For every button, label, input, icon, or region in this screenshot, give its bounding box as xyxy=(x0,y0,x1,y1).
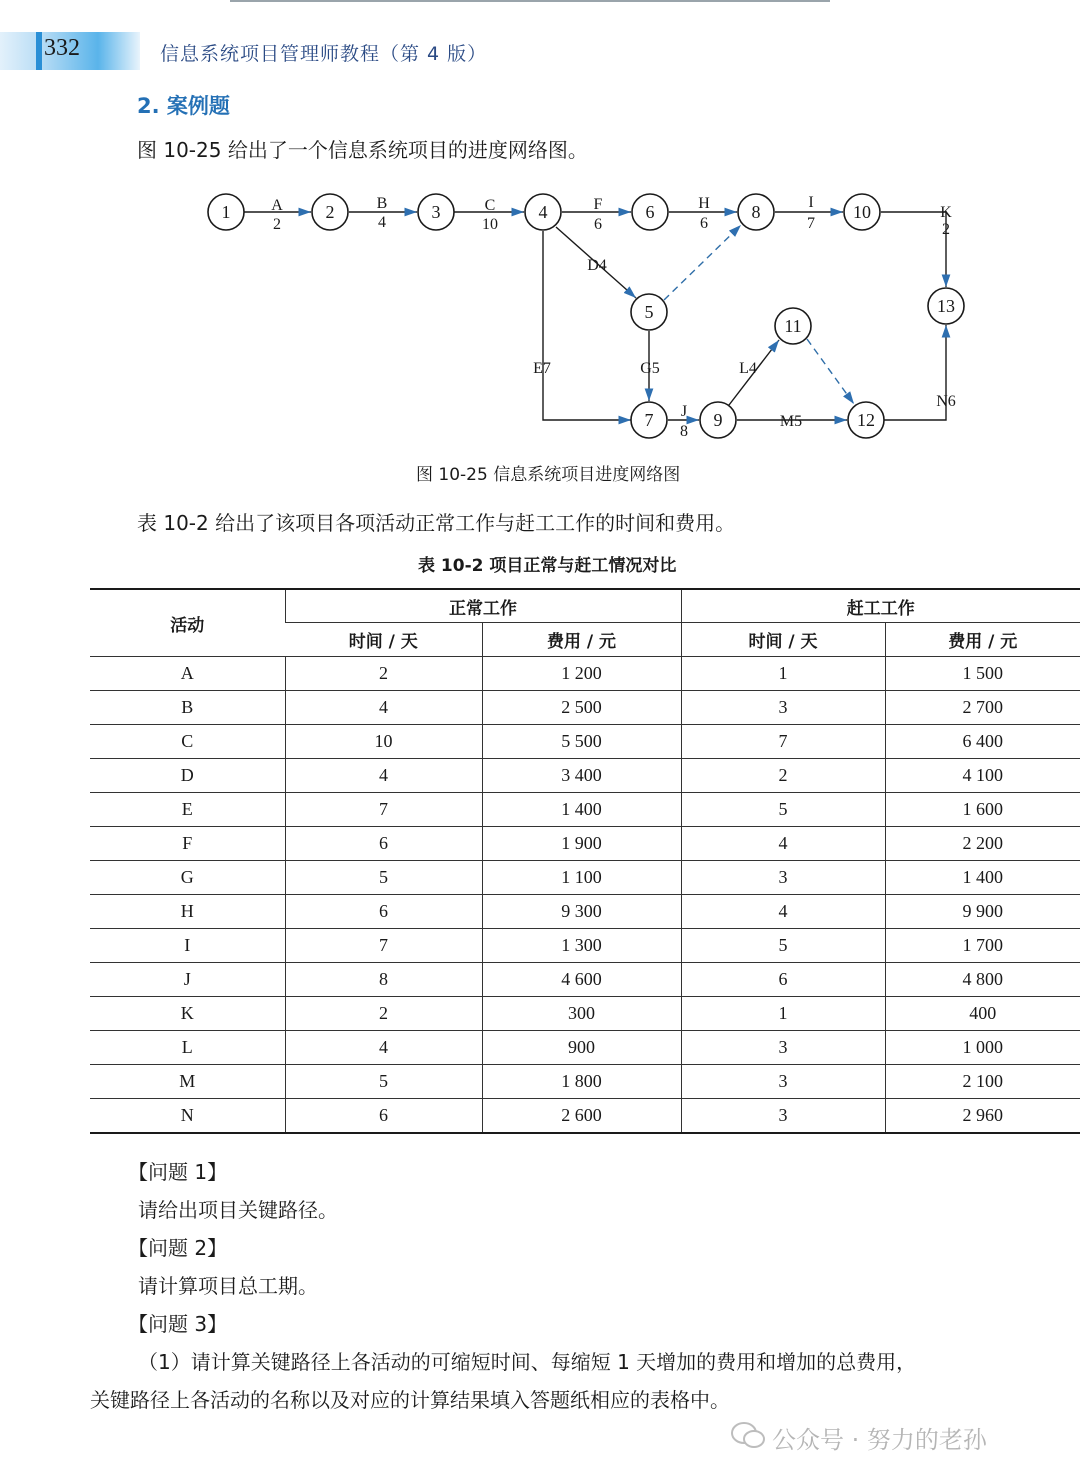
node-3-label: 3 xyxy=(431,202,441,222)
figure-caption: 图 10-25 信息系统项目进度网络图 xyxy=(416,465,681,485)
header-crash-time: 时间 / 天 xyxy=(681,623,885,657)
cell-normal-time: 2 xyxy=(285,657,482,691)
question-2-text: 请计算项目总工期。 xyxy=(138,1274,318,1298)
header-normal-time: 时间 / 天 xyxy=(285,623,482,657)
edge-label-e: E7 xyxy=(533,360,551,377)
header-activity: 活动 xyxy=(90,589,285,657)
node-5-label: 5 xyxy=(644,302,654,322)
table-intro-paragraph: 表 10-2 给出了该项目各项活动正常工作与赶工工作的时间和费用。 xyxy=(137,511,736,535)
cell-normal-cost: 1 300 xyxy=(482,929,681,963)
page-number: 332 xyxy=(44,35,80,61)
node-8 xyxy=(738,194,774,230)
table-row xyxy=(90,963,1080,997)
edge-label-i-duration: 7 xyxy=(807,215,815,232)
edge-label-g: G5 xyxy=(640,360,660,377)
watermark-text: 公众号 · 努力的老孙 xyxy=(772,1426,987,1454)
node-4 xyxy=(525,194,561,230)
wechat-icon xyxy=(730,1420,766,1450)
cell-normal-cost: 2 600 xyxy=(482,1099,681,1134)
node-10-label: 10 xyxy=(853,202,871,222)
cell-activity: G xyxy=(90,861,285,895)
cell-activity: A xyxy=(90,657,285,691)
dummy-edge-11-12 xyxy=(807,339,854,404)
node-13-label: 13 xyxy=(937,296,955,316)
node-12-label: 12 xyxy=(857,410,875,430)
cell-normal-time: 5 xyxy=(285,861,482,895)
cell-normal-cost: 4 600 xyxy=(482,963,681,997)
node-6 xyxy=(632,194,668,230)
edge-label-h-name: H xyxy=(698,195,710,212)
cell-crash-cost: 2 100 xyxy=(885,1065,1080,1099)
cell-crash-cost: 4 800 xyxy=(885,963,1080,997)
edge-label-m: M5 xyxy=(779,413,803,430)
edge-label-f-name: F xyxy=(593,196,603,213)
cell-normal-time: 7 xyxy=(285,929,482,963)
cell-normal-time: 4 xyxy=(285,1031,482,1065)
node-3 xyxy=(418,194,454,230)
cell-normal-cost: 1 400 xyxy=(482,793,681,827)
cell-normal-time: 4 xyxy=(285,691,482,725)
cell-activity: D xyxy=(90,759,285,793)
node-2-label: 2 xyxy=(325,202,335,222)
cell-crash-cost: 1 700 xyxy=(885,929,1080,963)
cell-activity: E xyxy=(90,793,285,827)
edge-label-l: L4 xyxy=(739,360,757,377)
question-3-text-line2: 关键路径上各活动的名称以及对应的计算结果填入答题纸相应的表格中。 xyxy=(90,1388,730,1412)
cell-crash-cost: 1 400 xyxy=(885,861,1080,895)
cell-normal-cost: 9 300 xyxy=(482,895,681,929)
table-row xyxy=(90,1099,1080,1134)
top-rule xyxy=(230,0,830,2)
header-normal-work: 正常工作 xyxy=(285,589,681,623)
page-number-bar xyxy=(36,32,42,70)
table-row xyxy=(90,997,1080,1031)
cell-normal-cost: 1 900 xyxy=(482,827,681,861)
cell-crash-cost: 2 200 xyxy=(885,827,1080,861)
cell-normal-cost: 1 100 xyxy=(482,861,681,895)
cell-crash-time: 7 xyxy=(681,725,885,759)
cell-activity: I xyxy=(90,929,285,963)
question-3-heading: 【问题 3】 xyxy=(128,1312,228,1336)
cell-crash-cost: 4 100 xyxy=(885,759,1080,793)
cell-normal-cost: 2 500 xyxy=(482,691,681,725)
cell-normal-cost: 3 400 xyxy=(482,759,681,793)
cell-crash-cost: 6 400 xyxy=(885,725,1080,759)
cell-normal-cost: 900 xyxy=(482,1031,681,1065)
cell-crash-time: 1 xyxy=(681,997,885,1031)
node-9 xyxy=(700,402,736,438)
table-caption: 表 10-2 项目正常与赶工情况对比 xyxy=(418,556,677,576)
table-row xyxy=(90,725,1080,759)
table-row xyxy=(90,827,1080,861)
cell-normal-cost: 1 200 xyxy=(482,657,681,691)
cell-crash-time: 4 xyxy=(681,895,885,929)
cell-activity: C xyxy=(90,725,285,759)
cell-crash-cost: 1 000 xyxy=(885,1031,1080,1065)
edge-label-k-name: K xyxy=(940,204,952,221)
cell-normal-time: 5 xyxy=(285,1065,482,1099)
node-6-label: 6 xyxy=(645,202,655,222)
cell-crash-time: 5 xyxy=(681,793,885,827)
cell-crash-cost: 9 900 xyxy=(885,895,1080,929)
cell-crash-time: 5 xyxy=(681,929,885,963)
header-normal-cost: 费用 / 元 xyxy=(482,623,681,657)
cell-normal-time: 6 xyxy=(285,1099,482,1134)
node-2 xyxy=(312,194,348,230)
table-row xyxy=(90,895,1080,929)
node-1 xyxy=(208,194,244,230)
edge-label-f-duration: 6 xyxy=(594,216,602,233)
node-5 xyxy=(631,294,667,330)
table-row xyxy=(90,759,1080,793)
node-8-label: 8 xyxy=(751,202,761,222)
edge-label-b-duration: 4 xyxy=(378,214,386,231)
edge-label-c-duration: 10 xyxy=(482,216,498,233)
comparison-table xyxy=(90,588,1080,1134)
cell-normal-cost: 5 500 xyxy=(482,725,681,759)
cell-activity: J xyxy=(90,963,285,997)
node-11 xyxy=(775,308,811,344)
question-1-text: 请给出项目关键路径。 xyxy=(138,1198,338,1222)
edge-label-j-name: J xyxy=(680,403,688,420)
book-title: 信息系统项目管理师教程（第 4 版） xyxy=(160,43,488,65)
cell-activity: H xyxy=(90,895,285,929)
cell-normal-time: 4 xyxy=(285,759,482,793)
question-1-heading: 【问题 1】 xyxy=(128,1160,228,1184)
cell-crash-time: 3 xyxy=(681,1031,885,1065)
edge-label-i-name: I xyxy=(808,194,814,211)
cell-activity: F xyxy=(90,827,285,861)
cell-crash-time: 3 xyxy=(681,861,885,895)
edge-label-b-name: B xyxy=(376,195,388,212)
intro-paragraph: 图 10-25 给出了一个信息系统项目的进度网络图。 xyxy=(137,138,588,162)
dummy-edge-5-8 xyxy=(664,225,741,300)
cell-normal-time: 6 xyxy=(285,895,482,929)
edge-label-a-name: A xyxy=(271,197,283,214)
header-crash-work: 赶工工作 xyxy=(681,589,1080,623)
cell-crash-time: 3 xyxy=(681,691,885,725)
cell-activity: B xyxy=(90,691,285,725)
cell-crash-time: 1 xyxy=(681,657,885,691)
edge-label-k-duration: 2 xyxy=(942,221,950,238)
network-diagram xyxy=(0,180,1080,450)
cell-normal-time: 10 xyxy=(285,725,482,759)
edge-label-d: D4 xyxy=(587,257,607,274)
table-row xyxy=(90,691,1080,725)
table-row xyxy=(90,1031,1080,1065)
table-row xyxy=(90,929,1080,963)
table-row xyxy=(90,657,1080,691)
cell-normal-time: 6 xyxy=(285,827,482,861)
edge-label-n: N6 xyxy=(936,393,956,410)
cell-normal-time: 7 xyxy=(285,793,482,827)
cell-normal-time: 8 xyxy=(285,963,482,997)
cell-crash-cost: 400 xyxy=(885,997,1080,1031)
table-row xyxy=(90,861,1080,895)
header-crash-cost: 费用 / 元 xyxy=(885,623,1080,657)
node-11-label: 11 xyxy=(784,316,802,336)
cell-crash-time: 6 xyxy=(681,963,885,997)
cell-activity: K xyxy=(90,997,285,1031)
node-9-label: 9 xyxy=(713,410,723,430)
node-13 xyxy=(928,288,964,324)
node-7 xyxy=(631,402,667,438)
edge-10-13 xyxy=(881,212,946,287)
edge-label-c-name: C xyxy=(484,197,496,214)
cell-crash-time: 3 xyxy=(681,1099,885,1134)
cell-normal-cost: 300 xyxy=(482,997,681,1031)
cell-crash-time: 4 xyxy=(681,827,885,861)
cell-normal-time: 2 xyxy=(285,997,482,1031)
question-2-heading: 【问题 2】 xyxy=(128,1236,228,1260)
table-row xyxy=(90,793,1080,827)
edge-label-h-duration: 6 xyxy=(700,215,708,232)
cell-crash-cost: 2 700 xyxy=(885,691,1080,725)
node-12 xyxy=(848,402,884,438)
edge-label-j-duration: 8 xyxy=(680,423,688,440)
table-body xyxy=(90,657,1080,1134)
table-row xyxy=(90,1065,1080,1099)
cell-crash-cost: 1 600 xyxy=(885,793,1080,827)
node-7-label: 7 xyxy=(644,410,654,430)
cell-crash-cost: 2 960 xyxy=(885,1099,1080,1134)
cell-activity: N xyxy=(90,1099,285,1134)
cell-crash-cost: 1 500 xyxy=(885,657,1080,691)
cell-crash-time: 2 xyxy=(681,759,885,793)
node-1-label: 1 xyxy=(221,202,231,222)
node-10 xyxy=(844,194,880,230)
cell-activity: L xyxy=(90,1031,285,1065)
node-4-label: 4 xyxy=(538,202,548,222)
section-title: 2. 案例题 xyxy=(137,94,230,118)
cell-activity: M xyxy=(90,1065,285,1099)
edge-label-a-duration: 2 xyxy=(273,216,281,233)
cell-normal-cost: 1 800 xyxy=(482,1065,681,1099)
question-3-text-line1: （1）请计算关键路径上各活动的可缩短时间、每缩短 1 天增加的费用和增加的总费用， xyxy=(138,1350,917,1374)
cell-crash-time: 3 xyxy=(681,1065,885,1099)
